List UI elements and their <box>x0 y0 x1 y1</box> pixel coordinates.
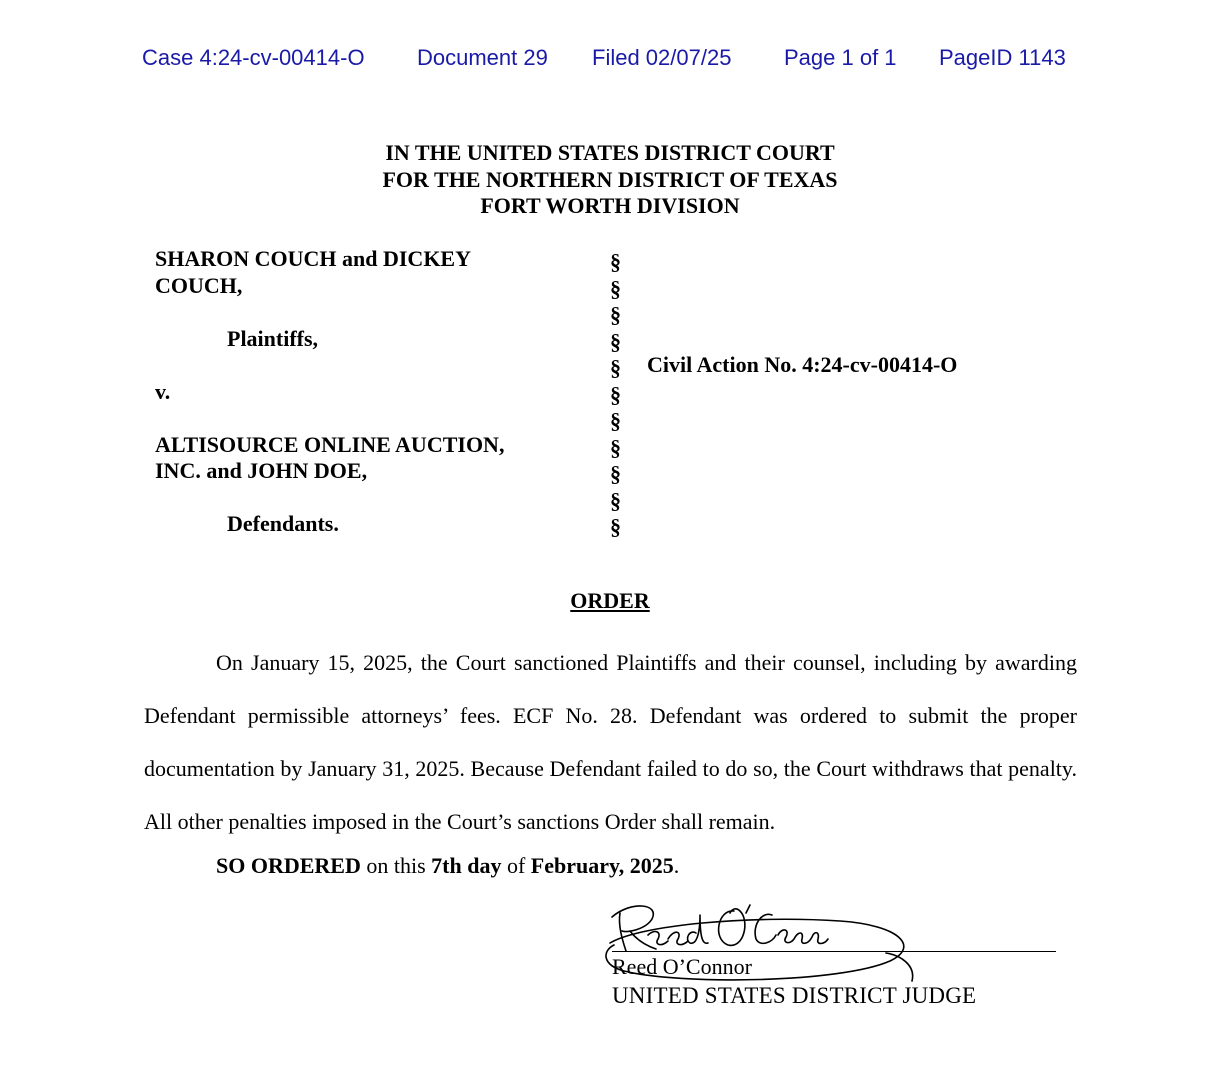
so-ordered-line <box>216 853 679 879</box>
court-heading-line: FOR THE NORTHERN DISTRICT OF TEXAS <box>382 166 838 192</box>
plaintiffs-names: SHARON COUCH and DICKEY <box>155 246 471 271</box>
section-mark: § <box>610 302 621 327</box>
document-number: Document 29 <box>417 45 548 70</box>
order-body <box>144 636 1077 848</box>
judge-name: Reed O’Connor <box>612 954 752 979</box>
judge-title: UNITED STATES DISTRICT JUDGE <box>612 983 977 1008</box>
order-paragraph: On January 15, 2025, the Court sanctioned Plaintiffs and their counsel, including by awarding Defendant permissible attorneys’ fees. ECF No. 28. Defendant was ordered to submit the proper documentation by January 31, 2025. Because Defendant failed to do so, the Court withdraws that penalty. All other penalties imposed in the Court’s sanctions Order shall remain. <box>144 650 1077 834</box>
civil-action-number: Civil Action No. 4:24-cv-00414-O <box>647 352 958 377</box>
order-month-year: February, 2025 <box>530 853 674 878</box>
section-mark: § <box>610 434 621 460</box>
section-mark: § <box>610 381 621 407</box>
versus-label: v. <box>155 378 171 404</box>
court-heading-line: FORT WORTH DIVISION <box>480 193 740 218</box>
defendants-names: INC. and JOHN DOE, <box>155 458 368 483</box>
signature-line <box>612 951 1056 952</box>
section-mark: § <box>610 461 621 486</box>
court-heading-line: IN THE UNITED STATES DISTRICT COURT <box>385 140 835 165</box>
section-mark: § <box>610 328 621 354</box>
order-day: 7th day <box>431 853 502 878</box>
so-ordered-label: SO ORDERED <box>216 853 361 878</box>
page-id: PageID 1143 <box>939 45 1066 70</box>
section-mark: § <box>610 408 621 433</box>
ecf-header-stamp <box>0 42 1220 76</box>
defendants-label: Defendants. <box>227 511 339 536</box>
section-mark: § <box>610 514 621 539</box>
section-mark: § <box>610 275 621 301</box>
case-number: Case 4:24-cv-00414-O <box>142 45 365 70</box>
section-mark: § <box>610 487 621 513</box>
period-text: . <box>673 853 680 878</box>
case-caption-parties <box>155 246 585 538</box>
defendants-names: ALTISOURCE ONLINE AUCTION, <box>155 431 505 457</box>
section-mark: § <box>610 355 621 380</box>
page-count: Page 1 of 1 <box>784 45 897 70</box>
on-this-text: on this <box>360 853 432 878</box>
plaintiffs-names: COUCH, <box>155 272 243 298</box>
of-text: of <box>501 853 531 878</box>
plaintiffs-label: Plaintiffs, <box>227 325 319 351</box>
section-mark: § <box>610 249 621 274</box>
filed-date: Filed 02/07/25 <box>592 45 732 70</box>
section-mark-column <box>610 249 630 541</box>
court-heading <box>0 140 1220 220</box>
order-title: ORDER <box>570 588 650 613</box>
